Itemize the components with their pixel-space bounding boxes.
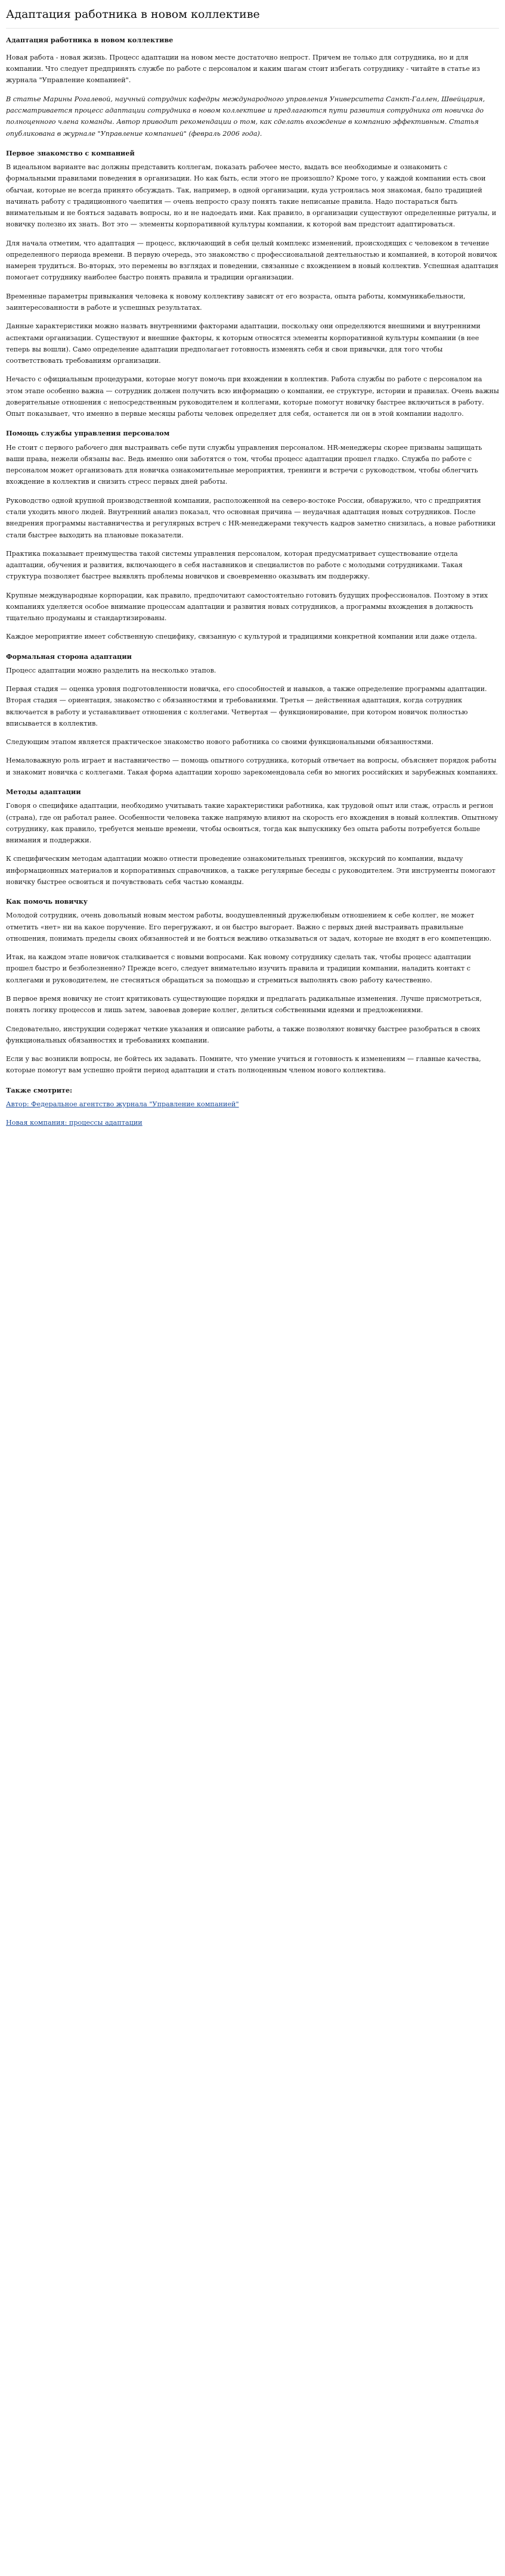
see-also-link-author[interactable]: Автор: Федеральное агентство журнала "Управление компанией"	[6, 1100, 239, 1108]
paragraph: Практика показывает преимущества такой системы управления персоналом, которая предусматривает существование отдела адаптации, обучения и развития, включающего в себя наставников и специалистов по работе с молодыми сотрудниками. Такая структура позволяет быстрее выявлять проблемы новичков и своевременно оказывать им поддержку.	[6, 549, 463, 581]
section-heading: Помощь службы управления персоналом	[6, 429, 170, 438]
section-methods	[6, 786, 499, 888]
paragraph: Каждое мероприятие имеет собственную специфику, связанную с культурой и традициями конкретной компании или даже отдела.	[6, 633, 478, 641]
paragraph: Следовательно, инструкции содержат четкие указания и описание работы, а также позволяют новичку быстрее разобраться в своих функциональных обязанностях и требованиях компании.	[6, 1025, 481, 1044]
section-heading: Формальная сторона адаптации	[6, 652, 132, 661]
paragraph: Если у вас возникли вопросы, не бойтесь их задавать. Помните, что умение учиться и готовность к изменениям — главные качества, которые помогут вам успешно пройти период адаптации и стать полноценным членом нового коллектива.	[6, 1055, 481, 1075]
paragraph: Крупные международные корпорации, как правило, предпочитают самостоятельно готовить будущих профессионалов. Поэтому в этих компаниях уделяется особое внимание процессам адаптации и развития новых сотрудников, а программы вхождения в должность тщательно продуманы и стандартизированы.	[6, 591, 488, 623]
paragraph: Следующим этапом является практическое знакомство нового работника со своими функциональными обязанностями.	[6, 738, 433, 746]
article	[0, 0, 505, 1147]
paragraph: В первое время новичку не стоит критиковать существующие порядки и предлагать радикальные изменения. Лучше присмотреться, понять логику процессов и лишь затем, завоевав доверие коллег, делиться собственными идеями и предложениями.	[6, 995, 482, 1015]
see-also-link-company[interactable]: Новая компания: процессы адаптации	[6, 1119, 142, 1127]
intro-note: В статье Марины Рогалевой, научный сотрудник кафедры международного управления Университета Санкт-Галлен, Швейцария, рассматривается процесс адаптации сотрудника в новом коллективе и предлагаются пути развития сотрудника от новичка до полноценного члена команды. Автор приводит рекомендации о том, как сделать вхождение в компанию эффективным. Статья опубликована в журнале "Управление компанией" (февраль 2006 года).	[6, 95, 485, 138]
paragraph: Итак, на каждом этапе новичок сталкивается с новыми вопросами. Как новому сотруднику сделать так, чтобы процесс адаптации прошел быстро и безболезненно? Прежде всего, следует внимательно изучить правила и традиции компании, наладить контакт с коллегами и руководителем, не стесняться обращаться за помощью и стремиться выполнять свою работу качественно.	[6, 953, 472, 984]
paragraph: Молодой сотрудник, очень довольный новым местом работы, воодушевленный дружелюбным отношением к себе коллег, не может отметить «нет» ни на какое поручение. Его перегружают, и он быстро выгорает. Важно с первых дней выстраивать правильные отношения, понимать пределы своих обязанностей и не бояться вежливо отказываться от задач, которые не входят в его компетенцию.	[6, 911, 492, 942]
section-heading: Как помочь новичку	[6, 897, 88, 906]
paragraph: Нечасто с официальным процедурами, которые могут помочь при вхождении в коллектив. Работа службы по работе с персоналом на этом этапе особенно важна — сотрудник должен получить всю информацию о компании, ее структуре, истории и правилах. Очень важны доверительные отношения с непосредственным руководителем и коллегами, которые помогут новичку быстрее включиться в работу. Опыт показывает, что именно в первые месяцы работы человек определяет для себя, останется ли он в этой компании надолго.	[6, 375, 499, 418]
section-formal-side	[6, 651, 499, 778]
paragraph: В идеальном варианте вас должны представить коллегам, показать рабочее место, выдать все необходимые и ознакомить с формальными правилами поведения в организации. Но как быть, если этого не произошло? Кроме того, у каждой компании есть свои обычаи, которые не всегда принято обсуждать. Так, например, в одной организации, куда устроилась моя знакомая, было традицией начинать работу с традиционного чаепития — очень непросто сразу понять такие неписаные правила. Надо постараться быть внимательным и не бояться задавать вопросы, но и не надоедать ими. Как правило, в организации существуют определенные ритуалы, и новичку полезно их знать. Вот это — элементы корпоративной культуры компании, к которой вам предстоит адаптироваться.	[6, 163, 497, 229]
paragraph: Данные характеристики можно назвать внутренними факторами адаптации, поскольку они определяются внешними и внутренними аспектами организации. Существуют и внешние факторы, к которым относятся элементы корпоративной культуры компании (в нее теперь вы вошли). Само определение адаптации предполагает готовность изменять себя и свои привычки, для того чтобы соответствовать требованиям организации.	[6, 322, 481, 365]
paragraph: К специфическим методам адаптации можно отнести проведение ознакомительных тренингов, экскурсий по компании, выдачу информационных материалов и корпоративных справочников, а также регулярные беседы с руководителем. Эти инструменты помогают новичку быстрее освоиться и почувствовать себя частью команды.	[6, 855, 495, 886]
section-hr-help	[6, 428, 499, 642]
see-also	[6, 1085, 499, 1129]
see-also-label: Также смотрите:	[6, 1085, 73, 1094]
paragraph: Первая стадия — оценка уровня подготовленности новичка, его способностей и навыков, а также определение программы адаптации. Вторая стадия — ориентация, знакомство с обязанностями и требованиями. Третья — действенная адаптация, когда сотрудник включается в работу и устанавливает отношения с коллегами. Четвертая — функционирование, при котором новичок полностью вписывается в коллектив.	[6, 685, 487, 727]
section-heading: Методы адаптации	[6, 788, 81, 797]
paragraph: Не стоит с первого рабочего дня выстраивать себе пути службы управления персоналом. HR-менеджеры скорее призваны защищать ваши права, нежели обязаны вас. Ведь именно они заботятся о том, чтобы процесс адаптации прошел гладко. Служба по работе с персоналом может организовать для новичка ознакомительные мероприятия, тренинги и встречи с руководством, чтобы облегчить вхождение в коллектив и снизить стресс первых дней работы.	[6, 443, 482, 486]
section-heading: Первое знакомство с компанией	[6, 148, 135, 157]
paragraph: Временные параметры привыкания человека к новому коллективу зависят от его возраста, опыта работы, коммуникабельности, заинтересованности в работе и успешных результатах.	[6, 292, 466, 312]
paragraph: Немаловажную роль играет и наставничество — помощь опытного сотрудника, который отвечает на вопросы, объясняет порядок работы и знакомит новичка с коллегами. Такая форма адаптации хорошо зарекомендовала себя во многих российских и зарубежных компаниях.	[6, 757, 498, 776]
section-help-newcomer	[6, 896, 499, 1076]
page-title: Адаптация работника в новом коллективе	[6, 5, 499, 29]
paragraph: Говоря о специфике адаптации, необходимо учитывать такие характеристики работника, как трудовой опыт или стаж, отрасль и регион (страна), где он работал ранее. Особенности человека также напрямую влияют на скорость его вхождения в новый коллектив. Опытному сотруднику, как правило, требуется меньше времени, чтобы освоиться, тогда как выпускнику без опыта работы потребуется больше внимания и поддержки.	[6, 802, 498, 845]
paragraph: Для начала отметим, что адаптация — процесс, включающий в себя целый комплекс изменений, происходящих с человеком в течение определенного периода времени. В первую очередь, это знакомство с профессиональной деятельностью и компанией, в которой новичок намерен трудиться. Во-вторых, это перемены во взглядах и поведении, связанные с вхождением в новый коллектив. Успешная адаптация помогает сотруднику наиболее быстро понять правила и традиции организации.	[6, 239, 498, 282]
paragraph: Руководство одной крупной производственной компании, расположенной на северо-востоке России, обнаружило, что с предприятия стали уходить много людей. Внутренний анализ показал, что основная причина — неудачная адаптация новых сотрудников. После внедрения программы наставничества и регулярных встреч с HR-менеджерами текучесть кадров заметно снизилась, а новые работники стали быстрее выходить на плановые показатели.	[6, 496, 496, 539]
intro-paragraph: Новая работа - новая жизнь. Процесс адаптации на новом месте достаточно непрост. Причем не только для сотрудника, но и для компании. Что следует предпринять службе по работе с персоналом и каким шагам стоит избегать сотруднику - читайте в статье из журнала "Управление компанией".	[6, 53, 481, 85]
section-first-acquaintance	[6, 148, 499, 420]
article-subtitle: Адаптация работника в новом коллективе	[6, 35, 174, 44]
paragraph: Процесс адаптации можно разделить на несколько этапов.	[6, 666, 216, 674]
